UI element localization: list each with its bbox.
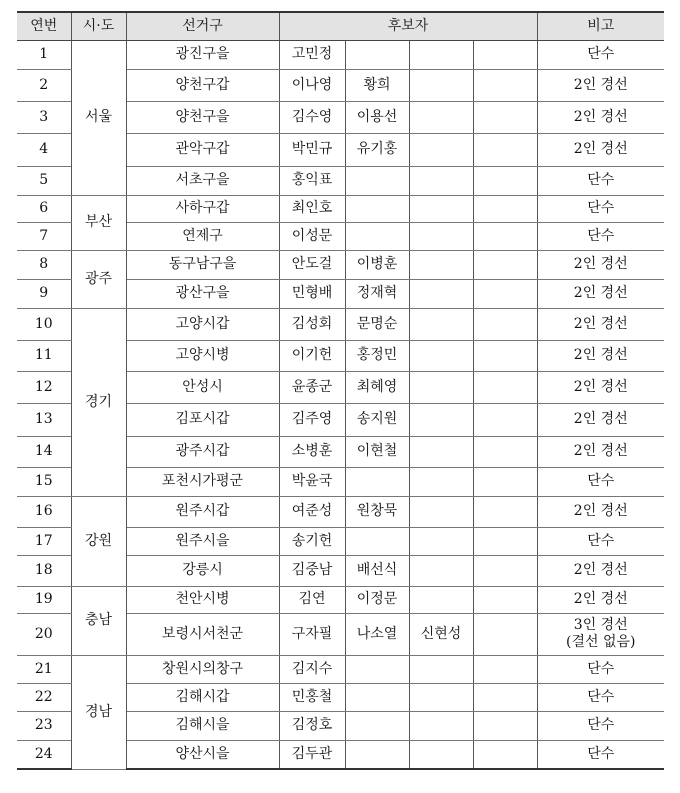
- note-cell: [537, 467, 664, 496]
- candidate-cell: [473, 655, 537, 683]
- note-cell: [537, 340, 664, 371]
- nomination-table: [17, 11, 664, 770]
- candidate-cell: [473, 613, 537, 655]
- table-row: [17, 655, 664, 683]
- candidate-cell: [473, 527, 537, 555]
- row-number: 15: [17, 467, 71, 496]
- note-cell: [537, 69, 664, 101]
- candidate-cell: 민형배: [279, 279, 345, 308]
- candidate-cell: 유기홍: [345, 133, 409, 166]
- candidate-cell: [409, 166, 473, 195]
- candidate-cell: 김성회: [279, 308, 345, 340]
- candidate-cell: [473, 279, 537, 308]
- district-cell: 강릉시: [126, 555, 279, 586]
- candidate-cell: 박윤국: [279, 467, 345, 496]
- note-text: 단수: [587, 660, 615, 677]
- note-cell: [537, 613, 664, 655]
- candidate-cell: 이현철: [345, 436, 409, 467]
- candidate-cell: [409, 371, 473, 403]
- district-cell: 포천시가평군: [126, 467, 279, 496]
- row-number: 11: [17, 340, 71, 371]
- candidate-cell: [473, 195, 537, 222]
- note-text: 단수: [587, 473, 615, 489]
- region-cell: 부산: [71, 195, 126, 250]
- note-text: 2인 경선: [573, 76, 628, 93]
- note-cell: [537, 101, 664, 133]
- candidate-cell: [409, 586, 473, 613]
- note-text: 2인 경선: [573, 285, 628, 301]
- table-row: [17, 40, 664, 69]
- candidate-cell: 구자필: [279, 613, 345, 655]
- note-cell: [537, 683, 664, 711]
- candidate-cell: [345, 40, 409, 69]
- district-cell: 원주시을: [126, 527, 279, 555]
- table-header: [17, 12, 664, 40]
- row-number: 10: [17, 308, 71, 340]
- note-text: 단수: [587, 227, 615, 244]
- note-text: 2인 경선: [573, 443, 628, 459]
- candidate-cell: [473, 711, 537, 740]
- note-cell: [537, 371, 664, 403]
- candidate-cell: [409, 711, 473, 740]
- candidate-cell: 이기헌: [279, 340, 345, 371]
- row-number: 24: [17, 740, 71, 769]
- row-number: 5: [17, 166, 71, 195]
- row-number: 14: [17, 436, 71, 467]
- note-cell: [537, 250, 664, 279]
- note-text: 단수: [587, 532, 615, 549]
- candidate-cell: 나소열: [345, 613, 409, 655]
- header-num: 연번: [17, 12, 71, 40]
- table-row: [17, 586, 664, 613]
- district-cell: 연제구: [126, 222, 279, 250]
- candidate-cell: [409, 740, 473, 769]
- district-cell: 김해시을: [126, 711, 279, 740]
- candidate-cell: 이성문: [279, 222, 345, 250]
- candidate-cell: 이병훈: [345, 250, 409, 279]
- candidate-cell: 김수영: [279, 101, 345, 133]
- candidate-cell: [345, 683, 409, 711]
- note-cell: [537, 166, 664, 195]
- note-text: 2인 경선: [573, 591, 628, 607]
- candidate-cell: 이용선: [345, 101, 409, 133]
- note-cell: [537, 308, 664, 340]
- candidate-cell: 윤종군: [279, 371, 345, 403]
- district-cell: 양산시을: [126, 740, 279, 769]
- note-cell: [537, 586, 664, 613]
- candidate-cell: [409, 279, 473, 308]
- candidate-cell: 정재혁: [345, 279, 409, 308]
- district-cell: 고양시갑: [126, 308, 279, 340]
- candidate-cell: [345, 740, 409, 769]
- district-cell: 창원시의창구: [126, 655, 279, 683]
- row-number: 3: [17, 101, 71, 133]
- note-text: 2인 경선: [573, 315, 628, 332]
- candidate-cell: [473, 250, 537, 279]
- district-cell: 천안시병: [126, 586, 279, 613]
- candidate-cell: [473, 467, 537, 496]
- row-number: 20: [17, 613, 71, 655]
- table-row: [17, 496, 664, 527]
- candidate-cell: [473, 436, 537, 467]
- candidate-cell: [409, 467, 473, 496]
- district-cell: 양천구을: [126, 101, 279, 133]
- region-cell: 서울: [71, 40, 126, 195]
- candidate-cell: 소병훈: [279, 436, 345, 467]
- candidate-cell: 홍익표: [279, 166, 345, 195]
- candidate-cell: 최인호: [279, 195, 345, 222]
- row-number: 9: [17, 279, 71, 308]
- table-row: [17, 250, 664, 279]
- note-text: 2인 경선: [573, 256, 628, 272]
- note-text: 2인 경선: [573, 503, 628, 519]
- region-cell: 광주: [71, 250, 126, 308]
- note-cell: [537, 222, 664, 250]
- note-text: 2인 경선: [573, 141, 628, 157]
- candidate-cell: [473, 69, 537, 101]
- candidate-cell: [473, 555, 537, 586]
- row-number: 1: [17, 40, 71, 69]
- candidate-cell: [409, 340, 473, 371]
- note-text: (결선 없음): [566, 634, 636, 650]
- candidate-cell: [473, 101, 537, 133]
- candidate-cell: [473, 740, 537, 769]
- candidate-cell: [473, 40, 537, 69]
- candidate-cell: [345, 467, 409, 496]
- candidate-cell: 이나영: [279, 69, 345, 101]
- header-row: [17, 12, 664, 40]
- candidate-cell: [409, 683, 473, 711]
- candidate-cell: 김연: [279, 586, 345, 613]
- district-cell: 안성시: [126, 371, 279, 403]
- note-cell: [537, 195, 664, 222]
- candidate-cell: [409, 436, 473, 467]
- row-number: 23: [17, 711, 71, 740]
- note-cell: [537, 527, 664, 555]
- table-row: [17, 195, 664, 222]
- candidate-cell: 김중남: [279, 555, 345, 586]
- candidate-cell: 고민정: [279, 40, 345, 69]
- row-number: 2: [17, 69, 71, 101]
- candidate-cell: 김두관: [279, 740, 345, 769]
- candidate-cell: [473, 403, 537, 436]
- district-cell: 동구남구을: [126, 250, 279, 279]
- note-text: 단수: [587, 46, 615, 62]
- candidate-cell: [409, 222, 473, 250]
- candidate-cell: 신현성: [409, 613, 473, 655]
- candidate-cell: [473, 222, 537, 250]
- candidate-cell: [409, 496, 473, 527]
- candidate-cell: [409, 308, 473, 340]
- district-cell: 양천구갑: [126, 69, 279, 101]
- note-text: 3인 경선: [573, 617, 628, 633]
- candidate-cell: 배선식: [345, 555, 409, 586]
- note-text: 2인 경선: [573, 108, 628, 125]
- candidate-cell: [409, 195, 473, 222]
- candidate-cell: 박민규: [279, 133, 345, 166]
- nomination-table-container: [17, 11, 664, 770]
- note-text: 2인 경선: [573, 411, 628, 427]
- district-cell: 원주시갑: [126, 496, 279, 527]
- candidate-cell: [473, 166, 537, 195]
- district-cell: 광주시갑: [126, 436, 279, 467]
- header-candidates: 후보자: [279, 12, 537, 40]
- candidate-cell: [409, 655, 473, 683]
- row-number: 4: [17, 133, 71, 166]
- candidate-cell: [409, 101, 473, 133]
- region-cell: 경남: [71, 655, 126, 769]
- row-number: 6: [17, 195, 71, 222]
- candidate-cell: [345, 166, 409, 195]
- candidate-cell: 황희: [345, 69, 409, 101]
- region-cell: 경기: [71, 308, 126, 496]
- candidate-cell: 홍정민: [345, 340, 409, 371]
- table-row: [17, 308, 664, 340]
- row-number: 13: [17, 403, 71, 436]
- candidate-cell: [473, 308, 537, 340]
- district-cell: 보령시서천군: [126, 613, 279, 655]
- note-text: 단수: [587, 745, 615, 762]
- candidate-cell: [345, 195, 409, 222]
- note-text: 2인 경선: [573, 347, 628, 363]
- note-cell: [537, 555, 664, 586]
- candidate-cell: [473, 586, 537, 613]
- candidate-cell: [409, 250, 473, 279]
- note-text: 2인 경선: [573, 562, 628, 578]
- region-cell: 충남: [71, 586, 126, 655]
- candidate-cell: 원창묵: [345, 496, 409, 527]
- row-number: 21: [17, 655, 71, 683]
- district-cell: 김포시갑: [126, 403, 279, 436]
- row-number: 8: [17, 250, 71, 279]
- note-text: 단수: [587, 172, 615, 188]
- row-number: 17: [17, 527, 71, 555]
- candidate-cell: 안도걸: [279, 250, 345, 279]
- note-text: 단수: [587, 200, 615, 216]
- note-cell: [537, 655, 664, 683]
- candidate-cell: 김정호: [279, 711, 345, 740]
- row-number: 22: [17, 683, 71, 711]
- candidate-cell: [473, 496, 537, 527]
- row-number: 19: [17, 586, 71, 613]
- candidate-cell: 문명순: [345, 308, 409, 340]
- candidate-cell: 김주영: [279, 403, 345, 436]
- candidate-cell: [409, 133, 473, 166]
- candidate-cell: [345, 711, 409, 740]
- row-number: 16: [17, 496, 71, 527]
- header-district: 선거구: [126, 12, 279, 40]
- header-region: 시·도: [71, 12, 126, 40]
- candidate-cell: 민홍철: [279, 683, 345, 711]
- table-body: [17, 40, 664, 769]
- header-note: 비고: [537, 12, 664, 40]
- candidate-cell: [473, 683, 537, 711]
- note-cell: [537, 496, 664, 527]
- note-cell: [537, 133, 664, 166]
- district-cell: 광진구을: [126, 40, 279, 69]
- candidate-cell: 김지수: [279, 655, 345, 683]
- district-cell: 김해시갑: [126, 683, 279, 711]
- note-cell: [537, 40, 664, 69]
- candidate-cell: [345, 655, 409, 683]
- candidate-cell: 이정문: [345, 586, 409, 613]
- candidate-cell: [409, 527, 473, 555]
- candidate-cell: [345, 527, 409, 555]
- district-cell: 사하구갑: [126, 195, 279, 222]
- candidate-cell: [473, 133, 537, 166]
- row-number: 12: [17, 371, 71, 403]
- district-cell: 광산구을: [126, 279, 279, 308]
- district-cell: 고양시병: [126, 340, 279, 371]
- note-cell: [537, 740, 664, 769]
- note-cell: [537, 403, 664, 436]
- candidate-cell: [409, 69, 473, 101]
- row-number: 18: [17, 555, 71, 586]
- candidate-cell: [409, 555, 473, 586]
- note-cell: [537, 711, 664, 740]
- candidate-cell: [409, 403, 473, 436]
- candidate-cell: 최혜영: [345, 371, 409, 403]
- row-number: 7: [17, 222, 71, 250]
- candidate-cell: [409, 40, 473, 69]
- candidate-cell: [473, 371, 537, 403]
- candidate-cell: 송지원: [345, 403, 409, 436]
- candidate-cell: 여준성: [279, 496, 345, 527]
- district-cell: 관악구갑: [126, 133, 279, 166]
- note-text: 2인 경선: [573, 378, 628, 395]
- note-cell: [537, 279, 664, 308]
- district-cell: 서초구을: [126, 166, 279, 195]
- candidate-cell: 송기헌: [279, 527, 345, 555]
- note-cell: [537, 436, 664, 467]
- note-text: 단수: [587, 688, 615, 705]
- candidate-cell: [345, 222, 409, 250]
- candidate-cell: [473, 340, 537, 371]
- region-cell: 강원: [71, 496, 126, 586]
- note-text: 단수: [587, 717, 615, 733]
